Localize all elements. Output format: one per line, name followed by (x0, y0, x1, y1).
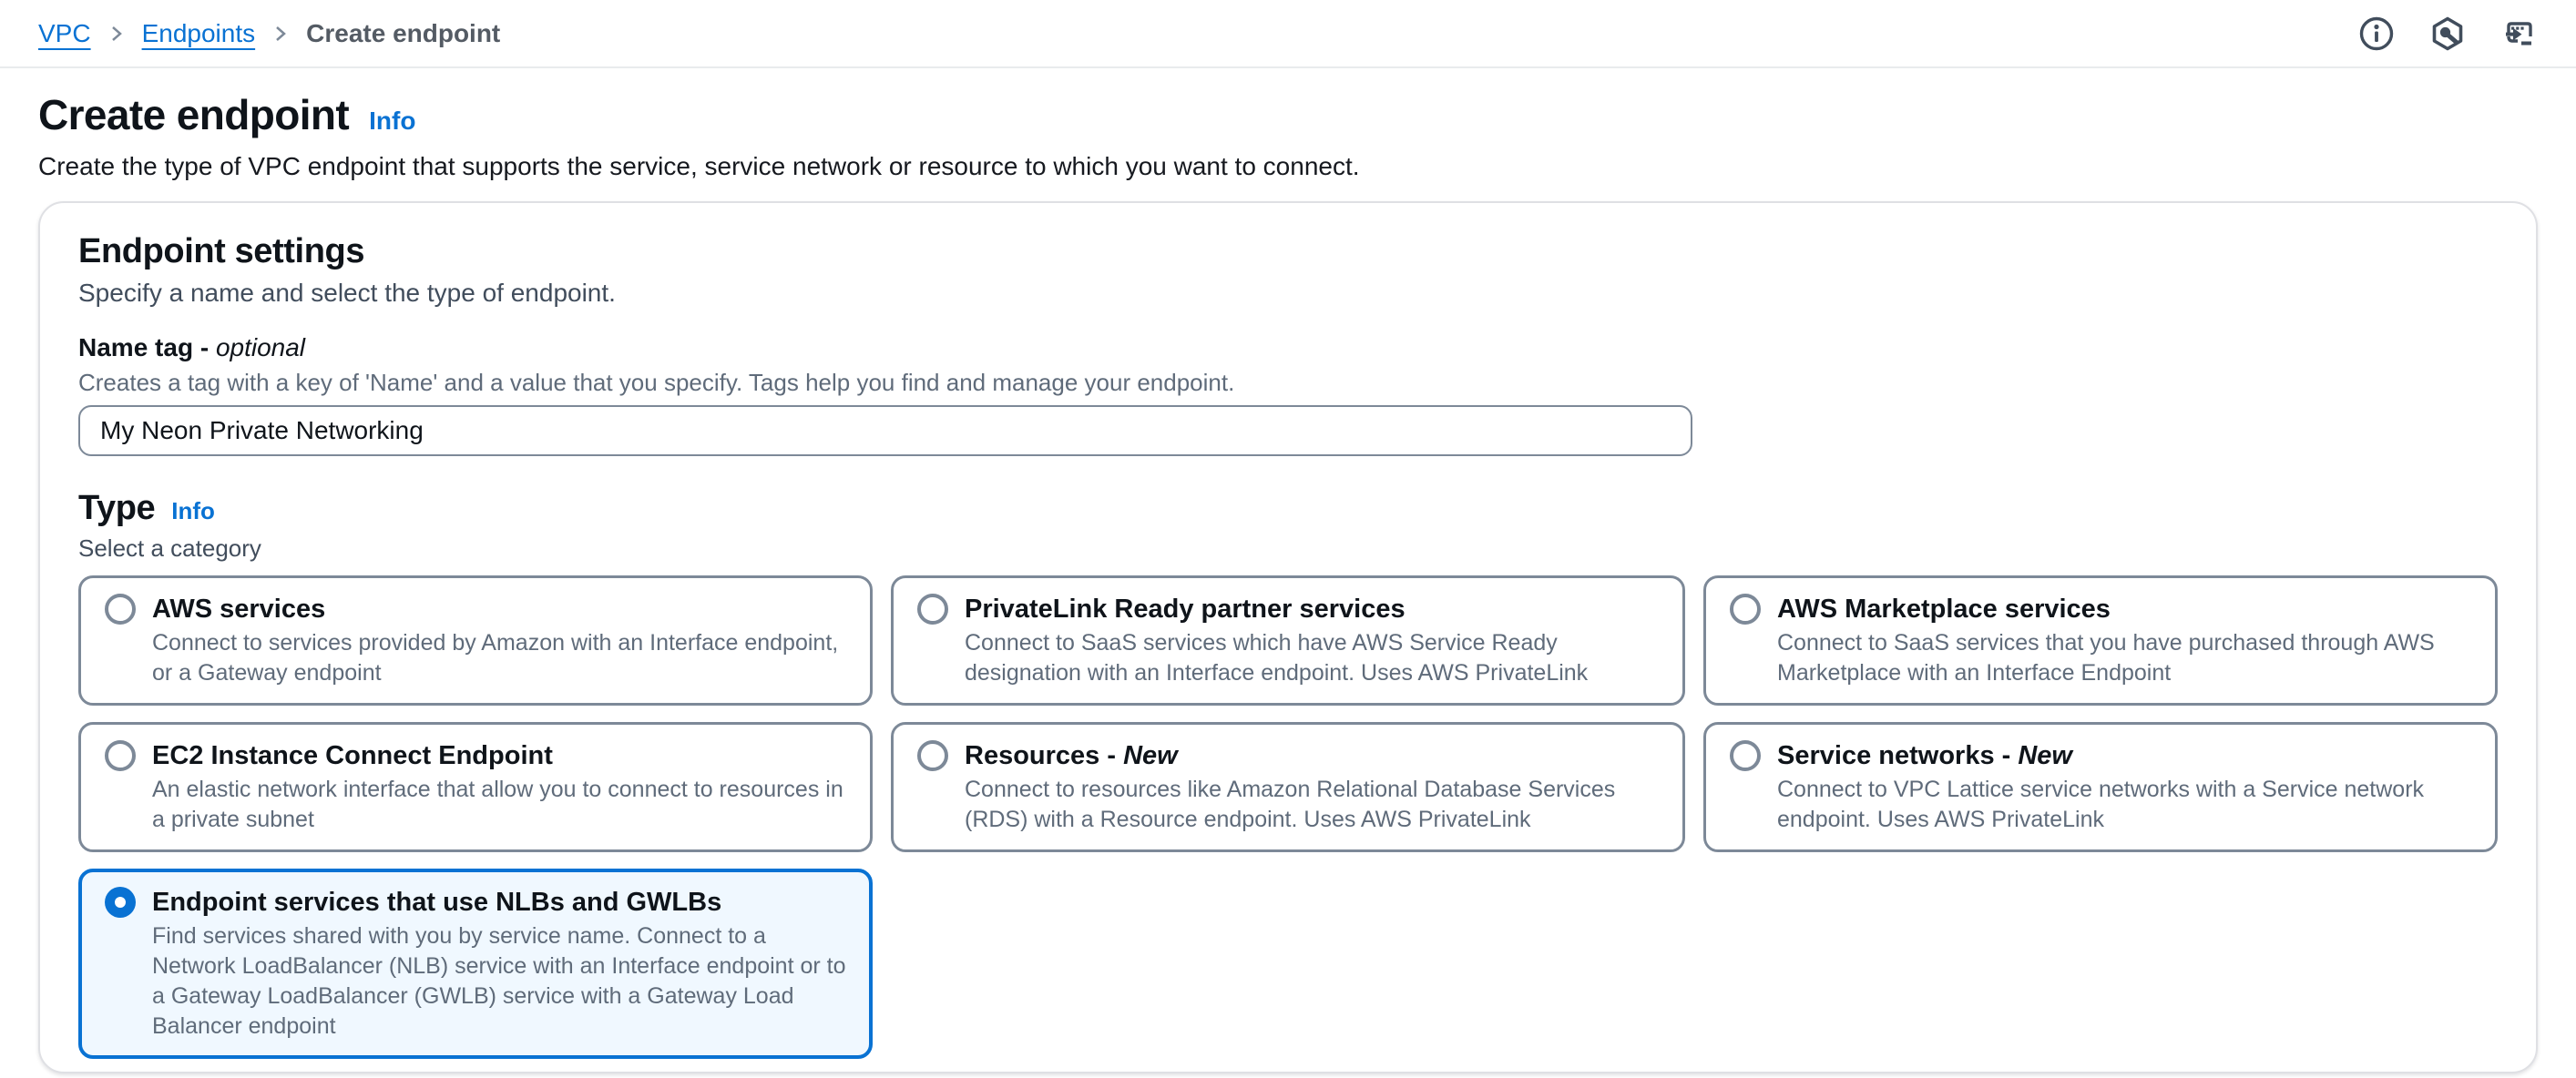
type-subtitle: Select a category (78, 534, 261, 562)
type-option-description: Connect to services provided by Amazon with an Interface endpoint, or a Gateway endpoint (152, 630, 839, 686)
type-option-description: Connect to resources like Amazon Relational Database Services (RDS) with a Resource endpoint. Uses AWS PrivateLink (965, 777, 1616, 832)
amazon-q-icon[interactable] (2428, 15, 2467, 53)
page-description: Create the type of VPC endpoint that supports the service, service network or resource to which you want to connect. (38, 152, 1360, 180)
type-option-description: Connect to SaaS services that you have purchased through AWS Marketplace with an Interface Endpoint (1777, 630, 2435, 686)
type-options-grid (78, 575, 2498, 1059)
type-option-service-networks[interactable] (1703, 722, 2498, 852)
radio-unselected-icon[interactable] (917, 594, 948, 625)
breadcrumb-bar (0, 0, 2576, 68)
type-option-endpoint-services-that-use-nlbs-and-gwlbs[interactable] (78, 869, 873, 1059)
type-option-title: EC2 Instance Connect Endpoint (152, 741, 553, 770)
type-option-aws-services[interactable] (78, 575, 873, 706)
header-icons (2357, 15, 2538, 53)
type-option-aws-marketplace-services[interactable] (1703, 575, 2498, 706)
name-tag-help: Creates a tag with a key of 'Name' and a value that you specify. Tags help you find and manage your endpoint. (78, 369, 1235, 396)
breadcrumb (38, 19, 500, 48)
endpoint-settings-subtitle: Specify a name and select the type of endpoint. (78, 279, 616, 307)
type-option-privatelink-ready-partner-services[interactable] (891, 575, 1685, 706)
breadcrumb-item-create-endpoint: Create endpoint (306, 18, 501, 47)
page-title: Create endpoint (38, 91, 350, 138)
endpoint-settings-section (38, 201, 2538, 1073)
new-badge: New (1123, 741, 1178, 770)
type-option-description: Connect to SaaS services which have AWS Service Ready designation with an Interface endpoint. Uses AWS PrivateLink (965, 630, 1589, 686)
type-option-description: An elastic network interface that allow you to connect to resources in a private subnet (152, 777, 843, 832)
new-badge: New (2018, 741, 2072, 770)
radio-unselected-icon[interactable] (105, 594, 136, 625)
type-label: Type (78, 489, 156, 527)
chevron-right-icon (273, 24, 288, 44)
radio-unselected-icon[interactable] (1730, 594, 1761, 625)
type-option-description: Find services shared with you by service name. Connect to a Network LoadBalancer (NLB) service with an Interface endpoint or to a Gateway LoadBalancer (GWLB) service with a Gateway Load Balancer endpoint (152, 923, 846, 1039)
type-option-title: AWS Marketplace services (1777, 595, 2111, 624)
type-option-ec2-instance-connect-endpoint[interactable] (78, 722, 873, 852)
chevron-right-icon (109, 24, 124, 44)
type-option-title: Resources - New (965, 741, 1178, 770)
page-info-link[interactable]: Info (369, 107, 416, 135)
breadcrumb-item-endpoints[interactable]: Endpoints (141, 18, 256, 47)
endpoint-settings-title: Endpoint settings (78, 232, 365, 270)
radio-selected-icon[interactable] (105, 887, 136, 918)
type-option-title: Service networks - New (1777, 741, 2072, 770)
radio-unselected-icon[interactable] (917, 740, 948, 771)
type-option-title: Endpoint services that use NLBs and GWLBs (152, 888, 722, 917)
radio-unselected-icon[interactable] (105, 740, 136, 771)
type-info-link[interactable]: Info (171, 497, 215, 524)
type-option-title: PrivateLink Ready partner services (965, 595, 1406, 624)
name-tag-input[interactable] (78, 405, 1692, 456)
radio-unselected-icon[interactable] (1730, 740, 1761, 771)
main-content (0, 90, 2576, 1073)
type-option-title: AWS services (152, 595, 326, 624)
info-icon[interactable] (2357, 15, 2396, 53)
cloudshell-icon[interactable] (2499, 15, 2538, 53)
breadcrumb-item-vpc[interactable]: VPC (38, 18, 91, 47)
name-tag-label: Name tag - optional (78, 333, 306, 361)
type-option-resources[interactable] (891, 722, 1685, 852)
type-option-description: Connect to VPC Lattice service networks with a Service network endpoint. Uses AWS PrivateLink (1777, 777, 2425, 832)
